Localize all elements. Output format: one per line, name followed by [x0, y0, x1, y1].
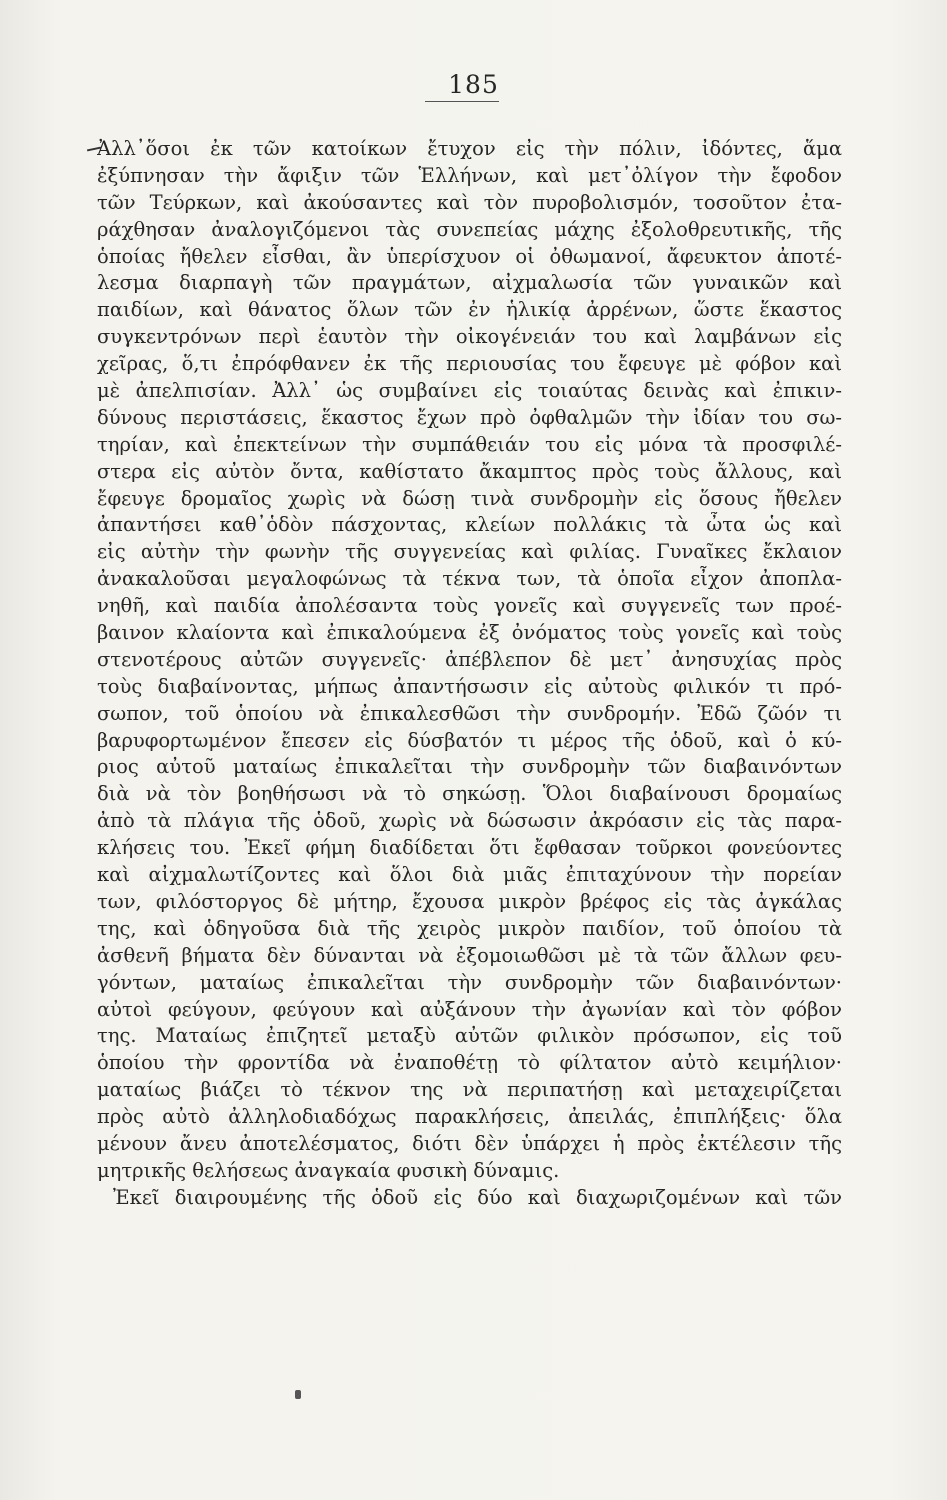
text-line: εἰς αὐτὴν τὴν φωνὴν τῆς συγγενείας καὶ φιλίας. Γυναῖκες ἔκλαιον — [97, 540, 842, 564]
text-line: ἀπὸ τὰ πλάγια τῆς ὁδοῦ, χωρὶς νὰ δώσωσιν ἀκρόασιν εἰς τὰς παρα- — [97, 809, 842, 833]
text-line: λεσμα διαρπαγὴ τῶν πραγμάτων, αἰχμαλωσία τῶν γυναικῶν καὶ — [97, 271, 842, 295]
text-line: ράχθησαν ἀναλογιζόμενοι τὰς συνεπείας μάχης ἐξολοθρευτικῆς, τῆς — [97, 217, 842, 241]
text-line: ἔφευγε δρομαῖος χωρὶς νὰ δώσῃ τινὰ συνδρομὴν εἰς ὅσους ἤθελεν — [97, 486, 842, 510]
footer-mark — [295, 1390, 301, 1399]
text-line: διὰ νὰ τὸν βοηθήσωσι νὰ τὸ σηκώσῃ. Ὅλοι διαβαίνουσι δρομαίως — [97, 782, 842, 806]
text-line: μητρικῆς θελήσεως ἀναγκαία φυσικὴ δύναμις. — [97, 1158, 560, 1182]
text-line: ἐξύπνησαν τὴν ἄφιξιν τῶν Ἑλλήνων, καὶ μετ᾽ὀλίγον τὴν ἔφοδον — [97, 163, 842, 187]
text-line: της, καὶ ὁδηγοῦσα διὰ τῆς χειρὸς μικρὸν παιδίον, τοῦ ὁποίου τὰ — [97, 916, 842, 940]
text-line: ριος αὐτοῦ ματαίως ἐπικαλεῖται τὴν συνδρομὴν τῶν διαβαινόντων — [97, 755, 842, 779]
text-line: ἀσθενῆ βήματα δὲν δύνανται νὰ ἐξομοιωθῶσι μὲ τὰ τῶν ἄλλων φευ- — [97, 943, 842, 967]
text-line: συγκεντρόνων περὶ ἑαυτὸν τὴν οἰκογένειάν του καὶ λαμβάνων εἰς — [97, 325, 842, 349]
text-line: μὲ ἀπελπισίαν. Ἀλλ᾽ ὡς συμβαίνει εἰς τοιαύτας δεινὰς καὶ ἐπικιν- — [97, 379, 842, 403]
text-line: ματαίως βιάζει τὸ τέκνον της νὰ περιπατήσῃ καὶ μεταχειρίζεται — [97, 1078, 842, 1102]
text-line: τῶν Τεύρκων, καὶ ἀκούσαντες καὶ τὸν πυροβολισμόν, τοσοῦτον ἐτα- — [97, 190, 842, 214]
body-text — [97, 136, 842, 1212]
text-line: κλήσεις του. Ἐκεῖ φήμη διαδίδεται ὅτι ἔφθασαν τοῦρκοι φονεύοντες — [97, 836, 842, 860]
text-line: χεῖρας, ὅ,τι ἐπρόφθανεν ἐκ τῆς περιουσίας του ἔφευγε μὲ φόβον καὶ — [97, 352, 842, 376]
text-line: δύνους περιστάσεις, ἕκαστος ἔχων πρὸ ὀφθαλμῶν τὴν ἰδίαν του σω- — [97, 405, 842, 429]
text-line: νηθῆ, καὶ παιδία ἀπολέσαντα τοὺς γονεῖς καὶ συγγενεῖς των προέ- — [97, 594, 842, 618]
text-line: τηρίαν, καὶ ἐπεκτείνων τὴν συμπάθειάν του εἰς μόνα τὰ προσφιλέ- — [97, 432, 842, 456]
text-line: στενοτέρους αὐτῶν συγγενεῖς· ἀπέβλεπον δὲ μετ᾽ ἀνησυχίας πρὸς — [97, 647, 842, 671]
header-rule — [425, 101, 499, 102]
text-line: της. Ματαίως ἐπιζητεῖ μεταξὺ αὐτῶν φιλικὸν πρόσωπον, εἰς τοῦ — [97, 1024, 842, 1048]
text-line: καὶ αἰχμαλωτίζοντες καὶ ὅλοι διὰ μιᾶς ἐπιταχύνουν τὴν πορείαν — [97, 863, 842, 887]
text-line: Ἐκεῖ διαιρουμένης τῆς ὁδοῦ εἰς δύο καὶ διαχωριζομένων καὶ τῶν — [113, 1185, 842, 1209]
text-line: ἀνακαλοῦσαι μεγαλοφώνως τὰ τέκνα των, τὰ ὁποῖα εἶχον ἀποπλα- — [97, 567, 842, 591]
text-line: πρὸς αὐτὸ ἀλληλοδιαδόχως παρακλήσεις, ἀπειλάς, ἐπιπλήξεις· ὅλα — [97, 1105, 842, 1129]
text-line: αὐτοὶ φεύγουν, φεύγουν καὶ αὐξάνουν τὴν ἀγωνίαν καὶ τὸν φόβον — [97, 997, 842, 1021]
text-line: γόντων, ματαίως ἐπικαλεῖται τὴν συνδρομὴν τῶν διαβαινόντων· — [97, 970, 842, 994]
text-line: Ἀλλ᾽ὅσοι ἐκ τῶν κατοίκων ἔτυχον εἰς τὴν πόλιν, ἰδόντες, ἅμα — [97, 137, 842, 160]
text-line: μένουν ἄνευ ἀποτελέσματος, διότι δὲν ὑπάρχει ἡ πρὸς ἐκτέλεσιν τῆς — [97, 1131, 842, 1155]
text-line: τοὺς διαβαίνοντας, μήπως ἀπαντήσωσιν εἰς αὐτοὺς φιλικόν τι πρό- — [97, 674, 842, 698]
text-line: βαινον κλαίοντα καὶ ἐπικαλούμενα ἐξ ὀνόματος τοὺς γονεῖς καὶ τοὺς — [97, 621, 842, 645]
text-line: σωπον, τοῦ ὁποίου νὰ ἐπικαλεσθῶσι τὴν συνδρομήν. Ἐδῶ ζῶόν τι — [97, 701, 842, 725]
page-number: 185 — [448, 70, 499, 99]
text-line: παιδίων, καὶ θάνατος ὅλων τῶν ἐν ἡλικίᾳ ἀρρένων, ὥστε ἕκαστος — [97, 298, 842, 322]
text-line: ὁποίου τὴν φροντίδα νὰ ἐναποθέτῃ τὸ φίλτατον αὐτὸ κειμήλιον· — [97, 1051, 842, 1075]
text-line: ὁποίας ἤθελεν εἶσθαι, ἂν ὑπερίσχυον οἱ ὀθωμανοί, ἄφευκτον ἀποτέ- — [97, 244, 842, 268]
text-line: βαρυφορτωμένον ἔπεσεν εἰς δύσβατόν τι μέρος τῆς ὁδοῦ, καὶ ὁ κύ- — [97, 728, 842, 752]
text-line: στερα εἰς αὐτὸν ὄντα, καθίστατο ἄκαμπτος πρὸς τοὺς ἄλλους, καὶ — [97, 459, 842, 483]
text-line: ἀπαντήσει καθ᾽ὁδὸν πάσχοντας, κλείων πολλάκις τὰ ὦτα ὡς καὶ — [97, 513, 842, 537]
text-line: των, φιλόστοργος δὲ μήτηρ, ἔχουσα μικρὸν βρέφος εἰς τὰς ἀγκάλας — [97, 889, 842, 913]
